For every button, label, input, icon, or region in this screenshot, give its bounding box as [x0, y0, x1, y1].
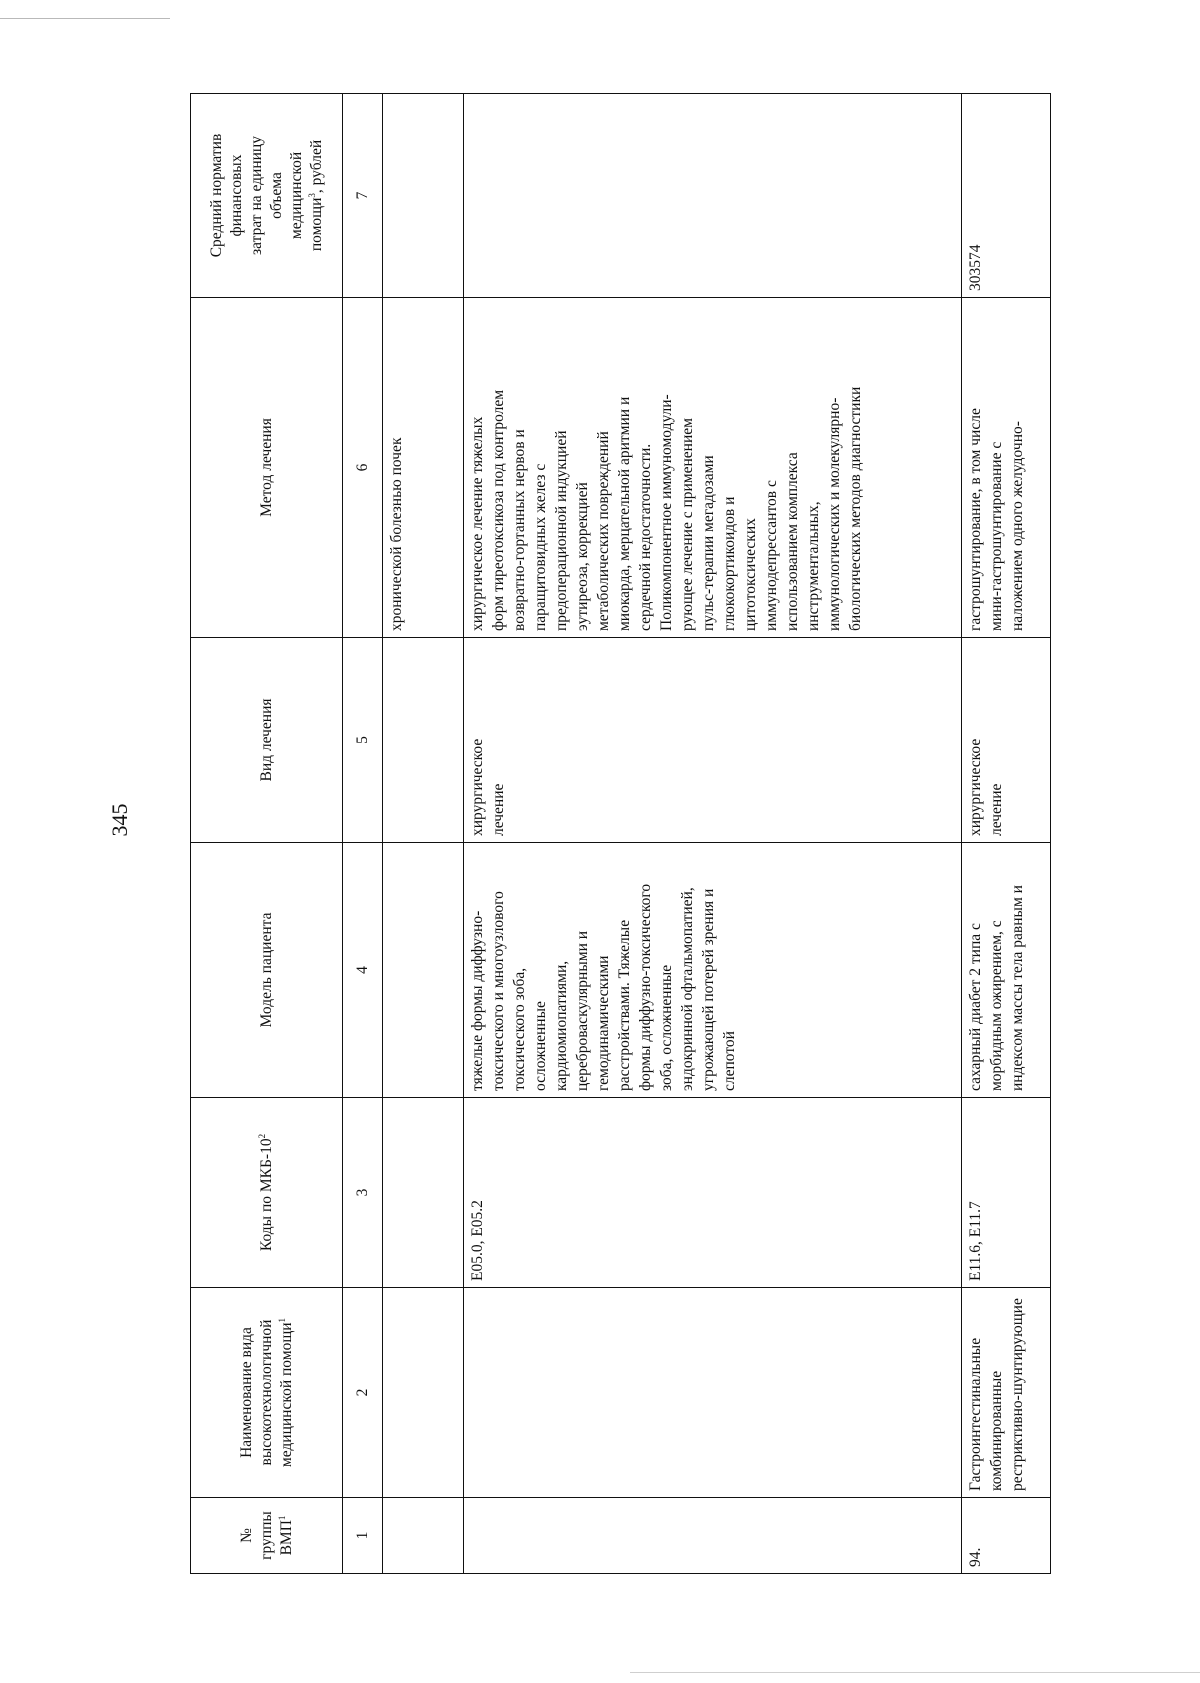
header-cost-standard: Средний норматив финансовых затрат на единицу объема медицинской помощи$^3$, рублей	[191, 94, 343, 298]
column-number-row	[343, 94, 383, 1574]
rotated-table-container	[190, 94, 1050, 1574]
table-row	[962, 94, 1051, 1574]
header-icd-codes: Коды по МКБ-$10^2$	[191, 1098, 343, 1288]
header-treatment-method: Метод лечения	[191, 298, 343, 638]
cell-treatment-method: хирургическое лечение тяжелых форм тиреотоксикоза под контролем возвратно-гортанных нервов и паращитовидных желез с предоперационной индукцией эутиреоза, коррекцией метаболических повреждений миокарда, мерцательной аритмии и сердечной недостаточности. Поликомпонентное иммуномодули- рующее лечение с применением пульс-терапии мегадозами глюкокортикоидов и цитотоксических иммунодепрессантов с использованием комплекса инструментальных, иммунологических и молекулярно- биологических методов диагностики	[464, 298, 962, 638]
cell-group	[383, 1498, 464, 1574]
cell-codes: E11.6, E11.7	[962, 1098, 1051, 1288]
column-number: 1	[343, 1498, 383, 1574]
cell-cost	[464, 94, 962, 298]
page-number-text: 345	[107, 803, 132, 837]
cell-cost: 303574	[962, 94, 1051, 298]
column-number: 4	[343, 843, 383, 1098]
cell-name	[383, 1288, 464, 1498]
cell-name	[464, 1288, 962, 1498]
table-row	[383, 94, 464, 1574]
cell-codes: E05.0, E05.2	[464, 1098, 962, 1288]
cell-treatment-method: хронической болезнью почек	[383, 298, 464, 638]
scan-edge-line-bottom	[630, 1672, 1200, 1673]
scan-edge-line-top	[0, 18, 170, 19]
header-row	[191, 94, 343, 1574]
cell-codes	[383, 1098, 464, 1288]
header-care-type-name: Наименование вида высокотехнологичной медицинской помощи$^1$	[191, 1288, 343, 1498]
column-number: 2	[343, 1288, 383, 1498]
cell-treatment-type	[383, 638, 464, 843]
cell-patient-model	[383, 843, 464, 1098]
column-number: 6	[343, 298, 383, 638]
cell-cost	[383, 94, 464, 298]
column-number: 7	[343, 94, 383, 298]
cell-group	[464, 1498, 962, 1574]
cell-name: Гастроинтестинальные комбинированные рестриктивно-шунтирующие	[962, 1288, 1051, 1498]
column-number: 5	[343, 638, 383, 843]
vmp-table	[190, 93, 1051, 1574]
page-number	[100, 790, 140, 850]
table-row	[464, 94, 962, 1574]
cell-treatment-method: гастрошунтирование, в том числе мини-гастрошунтирование с наложением одного желудочно-	[962, 298, 1051, 638]
cell-group: 94.	[962, 1498, 1051, 1574]
header-treatment-type: Вид лечения	[191, 638, 343, 843]
cell-patient-model: сахарный диабет 2 типа с морбидным ожирением, с индексом массы тела равным и	[962, 843, 1051, 1098]
cell-patient-model: тяжелые формы диффузно- токсического и многоузлового токсического зоба, осложненные кардиомиопатиями, цереброваскулярными и гемодинамическими расстройствами. Тяжелые формы диффузно-токсического зоба, осложненные эндокринной офтальмопатией, угрожающей потерей зрения и слепотой	[464, 843, 962, 1098]
cell-treatment-type: хирургическое лечение	[962, 638, 1051, 843]
header-patient-model: Модель пациента	[191, 843, 343, 1098]
header-group-number: № группы ВМП$^1$	[191, 1498, 343, 1574]
cell-treatment-type: хирургическое лечение	[464, 638, 962, 843]
column-number: 3	[343, 1098, 383, 1288]
